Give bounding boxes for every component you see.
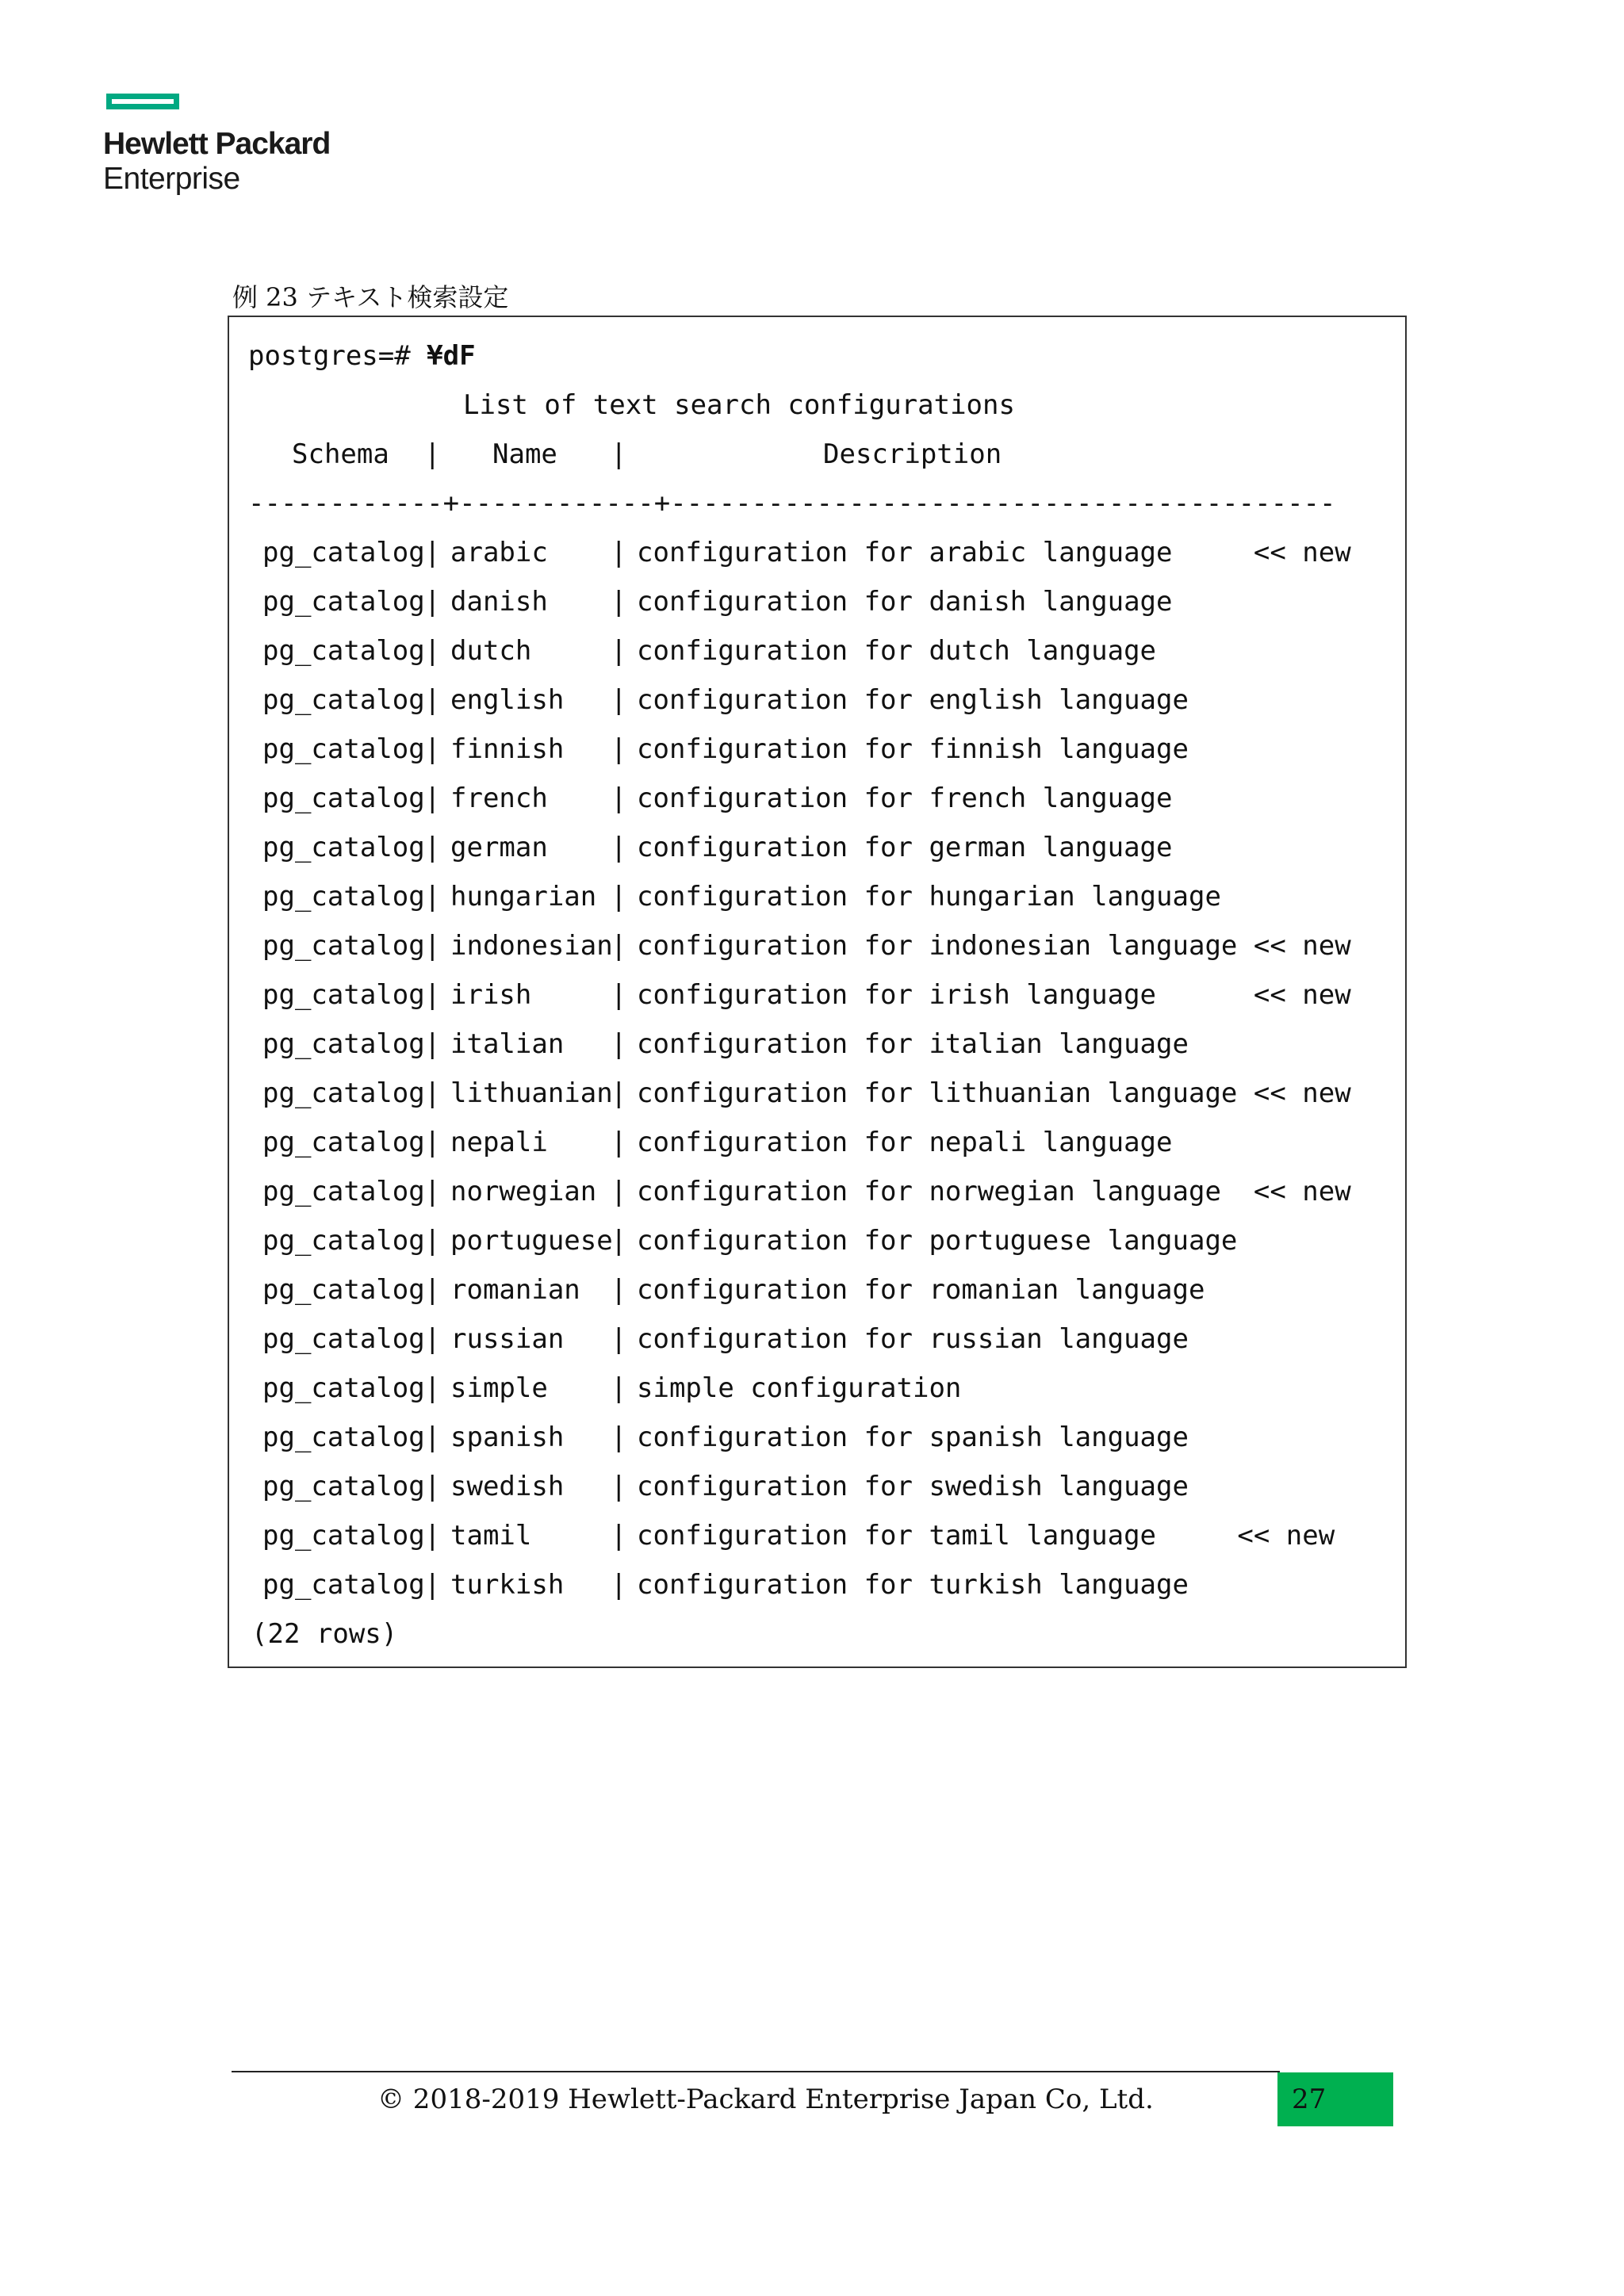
row-description [637,1216,1237,1265]
table-row [248,1167,1351,1216]
row-name: italian [450,1028,565,1060]
table-row [248,1364,1335,1413]
row-separator: | [611,1077,627,1109]
row-note: << new [1156,1520,1335,1552]
row-separator: | [611,881,627,913]
row-count: (22 rows) [251,1618,398,1650]
row-count-line [248,1609,1335,1659]
row-schema: pg_catalog [262,684,425,716]
row-separator: | [424,1176,441,1207]
table-row [248,626,1335,675]
row-separator: | [424,1422,441,1453]
row-name: romanian [450,1274,580,1306]
row-name: portuguese [450,1225,613,1257]
row-description [637,872,1221,921]
row-description [637,675,1189,725]
row-description [637,1314,1189,1364]
row-separator: | [424,1077,441,1109]
row-separator: | [424,684,441,716]
row-schema: pg_catalog [262,979,425,1011]
row-name: tamil [450,1520,532,1552]
row-description [637,823,1173,872]
row-description-text: configuration for finnish language [637,733,1189,765]
row-description [637,1069,1351,1118]
row-description-text: configuration for portuguese language [637,1225,1238,1257]
row-description-text: configuration for irish language [637,979,1157,1011]
row-separator: | [424,635,441,667]
row-separator: | [611,1471,627,1502]
row-separator: | [611,1225,627,1257]
row-description-text: simple configuration [637,1372,962,1404]
row-name: lithuanian [450,1077,613,1109]
row-description [637,528,1351,577]
header-separator: | [424,438,441,470]
row-description-text: configuration for turkish language [637,1569,1189,1601]
row-note: << new [1172,537,1351,568]
row-separator: | [611,537,627,568]
row-separator: | [611,1028,627,1060]
list-title-line [248,381,1335,430]
table-row [248,1118,1335,1167]
row-separator: | [611,1372,627,1404]
table-row [248,528,1351,577]
row-name: norwegian [450,1176,597,1207]
row-separator: | [424,832,441,863]
row-separator: | [611,684,627,716]
table-row [248,970,1351,1020]
row-schema: pg_catalog [262,635,425,667]
header-separator: | [611,438,627,470]
row-separator: | [424,930,441,962]
prompt-line [248,331,1335,381]
row-name: french [450,783,548,814]
terminal-output [248,331,1351,1659]
list-title: List of text search configurations [463,389,1015,421]
row-description [637,1265,1205,1314]
command: ¥dF [427,340,476,372]
hpe-logo [103,94,365,205]
row-separator: | [424,586,441,618]
row-separator: | [424,1028,441,1060]
row-separator: | [611,930,627,962]
row-name: spanish [450,1422,565,1453]
row-description-text: configuration for spanish language [637,1422,1189,1453]
result-rows [248,528,1351,1609]
row-separator: | [611,635,627,667]
row-description [637,1413,1189,1462]
row-separator: | [611,1422,627,1453]
row-name: danish [450,586,548,618]
row-description [637,626,1156,675]
row-schema: pg_catalog [262,1028,425,1060]
row-separator: | [424,537,441,568]
row-name: finnish [450,733,565,765]
row-separator: | [424,1323,441,1355]
row-name: nepali [450,1127,548,1158]
table-row [248,1020,1335,1069]
hpe-logo-rectangle-icon [106,94,179,109]
table-row [248,921,1351,970]
row-description-text: configuration for italian language [637,1028,1189,1060]
row-separator: | [424,1520,441,1552]
row-name: simple [450,1372,548,1404]
row-separator: | [424,1372,441,1404]
footer-copyright: © 2018-2019 Hewlett-Packard Enterprise Japan Co, Ltd. [377,2084,1154,2115]
prompt: postgres=# [248,340,427,372]
row-description-text: configuration for french language [637,783,1173,814]
row-separator: | [424,881,441,913]
row-schema: pg_catalog [262,537,425,568]
row-name: russian [450,1323,565,1355]
row-separator: | [424,979,441,1011]
header-name: Name [492,438,557,470]
row-description-text: configuration for german language [637,832,1173,863]
row-description-text: configuration for arabic language [637,537,1173,568]
row-description-text: configuration for romanian language [637,1274,1205,1306]
row-schema: pg_catalog [262,1372,425,1404]
row-separator: | [611,1274,627,1306]
footer-divider [232,2071,1280,2072]
row-schema: pg_catalog [262,1077,425,1109]
table-row [248,675,1335,725]
row-note: << new [1156,979,1351,1011]
divider-line: ------------+------------+----------------------------------------- [248,488,1336,519]
row-separator: | [611,783,627,814]
row-description [637,1118,1173,1167]
table-row [248,1511,1335,1560]
table-row [248,1413,1335,1462]
row-description-text: configuration for dutch language [637,635,1157,667]
row-description-text: configuration for indonesian language [637,930,1238,962]
table-row [248,1069,1351,1118]
row-separator: | [424,1225,441,1257]
page-number: 27 [1292,2084,1327,2115]
row-separator: | [611,586,627,618]
table-row [248,1265,1335,1314]
logo-text-line2: Enterprise [103,162,240,196]
row-separator: | [611,733,627,765]
row-schema: pg_catalog [262,783,425,814]
row-schema: pg_catalog [262,586,425,618]
table-row [248,1314,1335,1364]
row-description [637,1020,1189,1069]
row-description-text: configuration for lithuanian language [637,1077,1238,1109]
row-description [637,1167,1351,1216]
table-row [248,725,1335,774]
row-description [637,1364,961,1413]
row-schema: pg_catalog [262,881,425,913]
row-separator: | [611,1176,627,1207]
logo-text-line1: Hewlett Packard [103,127,331,161]
row-separator: | [424,733,441,765]
header-line [248,430,1335,479]
row-separator: | [611,1127,627,1158]
row-schema: pg_catalog [262,1176,425,1207]
row-separator: | [611,1569,627,1601]
row-schema: pg_catalog [262,1569,425,1601]
header-schema: Schema [292,438,389,470]
row-description-text: configuration for danish language [637,586,1173,618]
row-name: swedish [450,1471,565,1502]
row-description-text: configuration for nepali language [637,1127,1173,1158]
row-description-text: configuration for norwegian language [637,1176,1221,1207]
row-schema: pg_catalog [262,832,425,863]
row-schema: pg_catalog [262,1520,425,1552]
row-separator: | [611,979,627,1011]
row-schema: pg_catalog [262,930,425,962]
row-schema: pg_catalog [262,1471,425,1502]
table-row [248,872,1335,921]
row-description [637,1462,1189,1511]
row-schema: pg_catalog [262,1127,425,1158]
row-schema: pg_catalog [262,1274,425,1306]
table-row [248,1560,1335,1609]
row-name: indonesian [450,930,613,962]
row-schema: pg_catalog [262,1225,425,1257]
row-description-text: configuration for tamil language [637,1520,1157,1552]
row-description-text: configuration for swedish language [637,1471,1189,1502]
example-caption: 例 23 テキスト検索設定 [232,282,509,312]
page-number-box [1277,2072,1393,2126]
row-separator: | [424,1569,441,1601]
row-name: dutch [450,635,532,667]
header-description: Description [823,438,1002,470]
table-row [248,1216,1335,1265]
row-schema: pg_catalog [262,1323,425,1355]
row-description [637,774,1173,823]
row-name: arabic [450,537,548,568]
row-separator: | [424,1471,441,1502]
row-name: hungarian [450,881,597,913]
row-separator: | [611,1520,627,1552]
row-note: << new [1237,1077,1351,1109]
row-separator: | [611,832,627,863]
row-name: german [450,832,548,863]
table-row [248,823,1335,872]
table-row [248,774,1335,823]
row-description [637,1511,1335,1560]
row-description-text: configuration for russian language [637,1323,1189,1355]
row-name: english [450,684,565,716]
code-example-box [228,316,1407,1668]
row-separator: | [424,1127,441,1158]
table-row [248,577,1335,626]
row-description-text: configuration for english language [637,684,1189,716]
row-separator: | [424,1274,441,1306]
row-description [637,725,1189,774]
row-schema: pg_catalog [262,733,425,765]
row-name: irish [450,979,532,1011]
row-description [637,970,1351,1020]
row-description [637,921,1351,970]
row-note: << new [1237,930,1351,962]
row-description-text: configuration for hungarian language [637,881,1221,913]
row-schema: pg_catalog [262,1422,425,1453]
row-description [637,1560,1189,1609]
row-separator: | [424,783,441,814]
row-description [637,577,1173,626]
table-row [248,1462,1335,1511]
row-separator: | [611,1323,627,1355]
row-name: turkish [450,1569,565,1601]
row-note: << new [1220,1176,1351,1207]
